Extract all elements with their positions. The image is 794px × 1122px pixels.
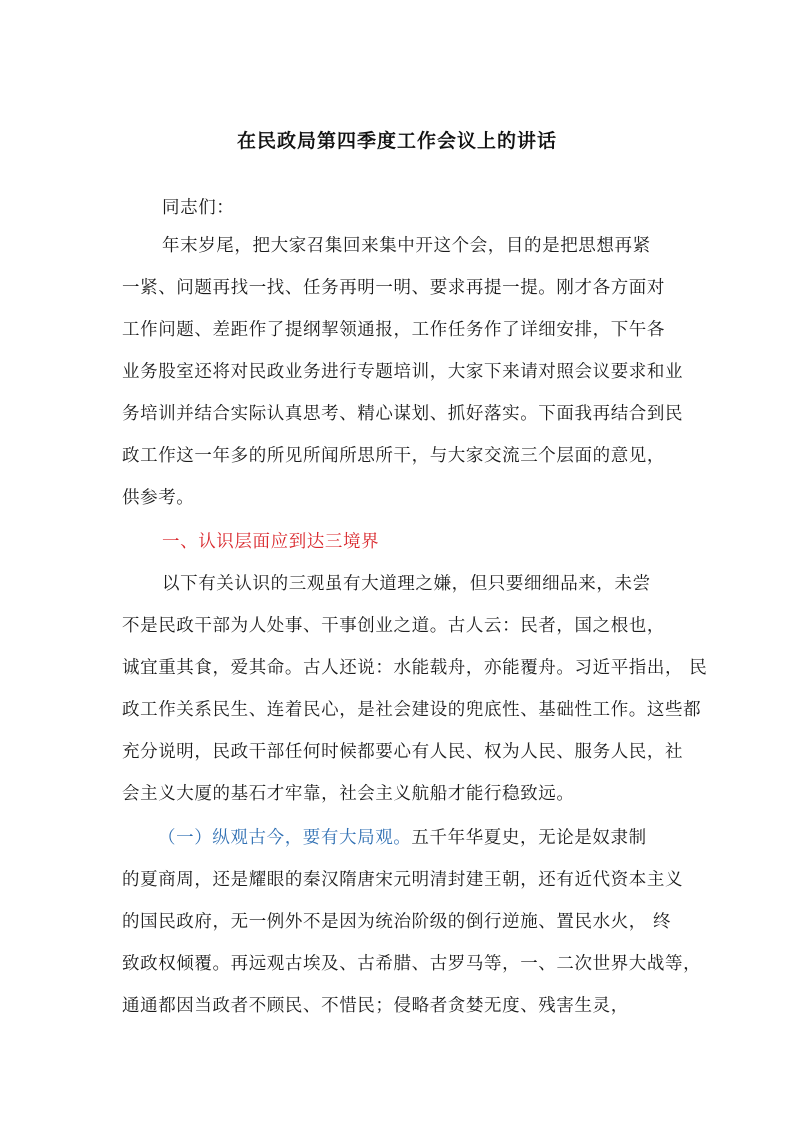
para1-line-6: 政工作这一年多的所见所闻所思所干，与大家交流三个层面的意见， <box>122 446 665 466</box>
para1-line-3: 工作问题、差距作了提纲挈领通报，工作任务作了详细安排，下午各 <box>122 320 665 340</box>
para2-line-3: 诚宜重其食，爱其命。古人还说：水能载舟，亦能覆舟。习近平指出， 民 <box>122 658 708 678</box>
para3-line-1-rest: 五千年华夏史，无论是奴隶制 <box>411 828 647 848</box>
para2-line-6: 会主义大厦的基石才牢靠，社会主义航船才能行稳致远。 <box>122 784 575 804</box>
para2-line-4: 政工作关系民生、连着民心，是社会建设的兜底性、基础性工作。这些都 <box>122 700 702 720</box>
subheading-1: （一）纵观古今，要有大局观。 <box>158 828 412 848</box>
para2-line-2: 不是民政干部为人处事、干事创业之道。古人云：民者，国之根也， <box>122 616 665 636</box>
para3-line-3: 的国民政府，无一例外不是因为统治阶级的倒行逆施、置民水火， 终 <box>122 912 672 932</box>
para1-line-1: 年末岁尾，把大家召集回来集中开这个会，目的是把思想再紧 <box>162 236 651 256</box>
para2-line-5: 充分说明，民政干部任何时候都要心有人民、权为人民、服务人民，社 <box>122 742 684 762</box>
para3-line-4: 致政权倾覆。再远观古埃及、古希腊、古罗马等，一、二次世界大战等， <box>122 954 702 974</box>
para1-line-7: 供参考。 <box>122 488 195 508</box>
para1-line-4: 业务股室还将对民政业务进行专题培训，大家下来请对照会议要求和业 <box>122 362 684 382</box>
para3-line-5: 通通都因当政者不顾民、不惜民；侵略者贪婪无度、残害生灵， <box>122 996 629 1016</box>
para3-line-1 <box>158 826 682 850</box>
page-title: 在民政局第四季度工作会议上的讲话 <box>236 130 557 152</box>
para1-line-5: 务培训并结合实际认真思考、精心谋划、抓好落实。下面我再结合到民 <box>122 404 684 424</box>
para1-line-2: 一紧、问题再找一找、任务再明一明、要求再提一提。刚才各方面对 <box>122 278 665 298</box>
para3-line-2: 的夏商周，还是耀眼的秦汉隋唐宋元明清封建王朝，还有近代资本主义 <box>122 870 684 890</box>
section-heading-1: 一、认识层面应到达三境界 <box>162 532 380 552</box>
para2-line-1: 以下有关认识的三观虽有大道理之嫌，但只要细细品来，未尝 <box>162 574 651 594</box>
greeting: 同志们： <box>162 198 235 218</box>
